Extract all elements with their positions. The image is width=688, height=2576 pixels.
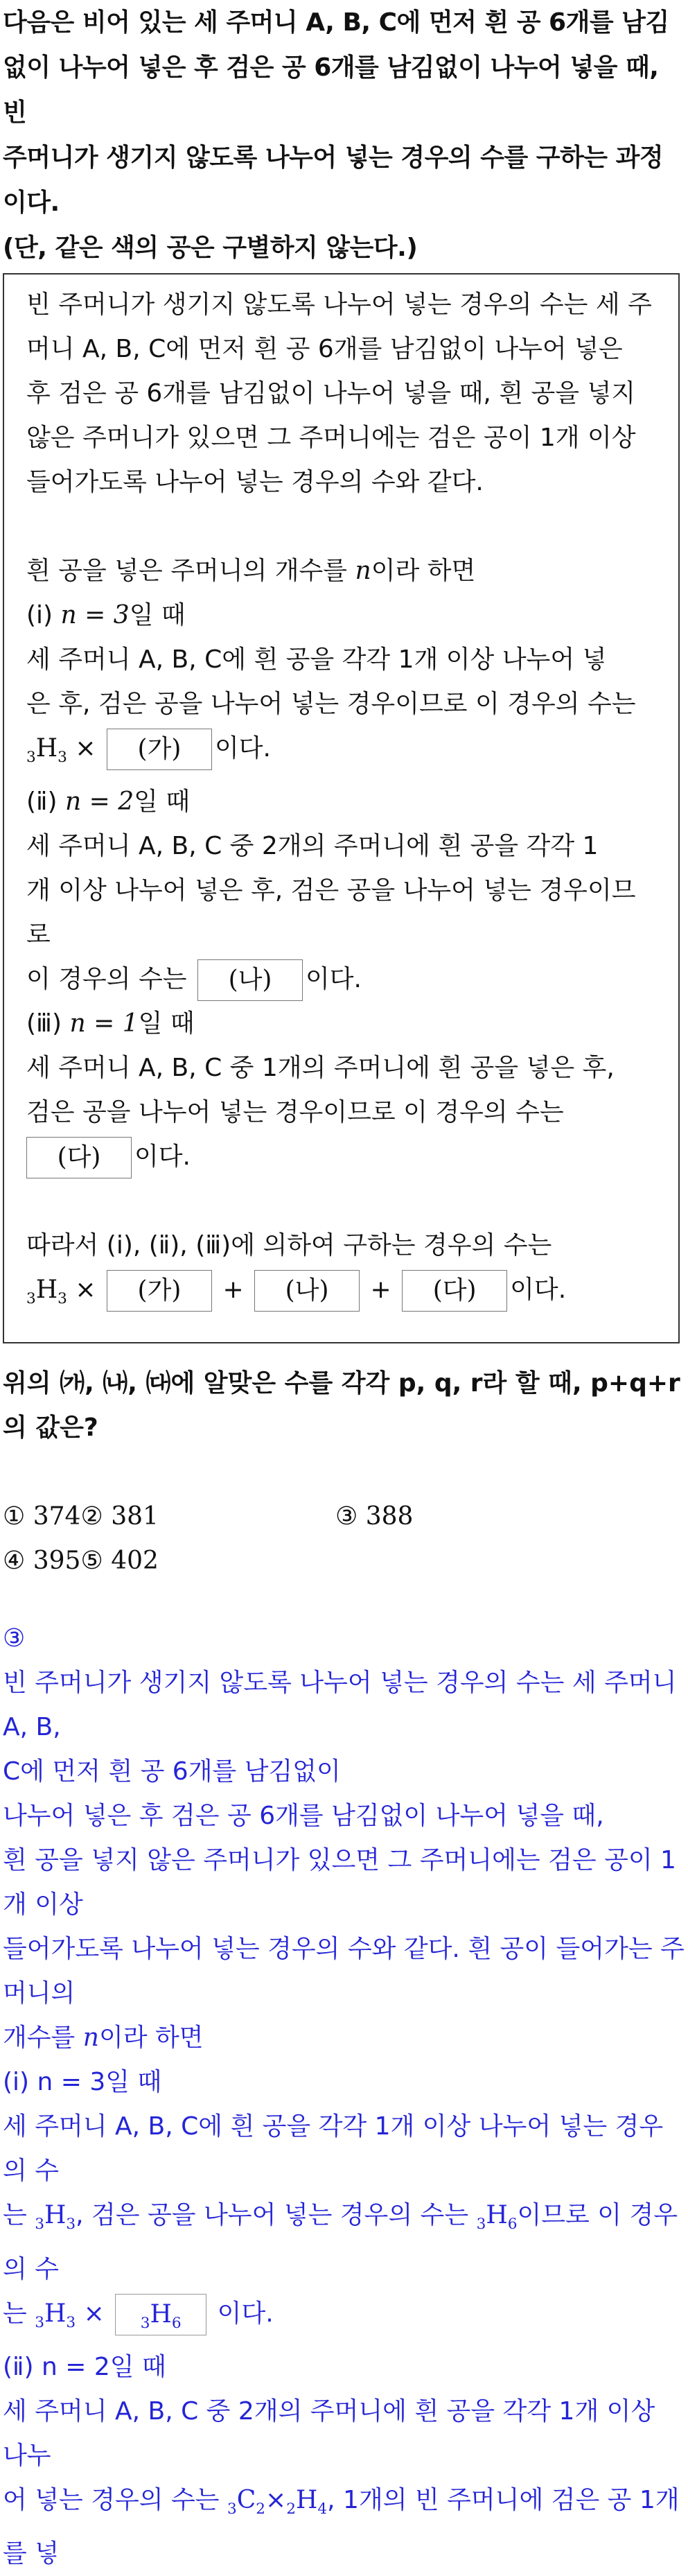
solution-line: 흰 공을 넣지 않은 주머니가 있으면 그 주머니에는 검은 공이 1개 이상 bbox=[3, 1846, 676, 1920]
problem-line: 주머니가 생기지 않도록 나누어 넣는 경우의 수를 구하는 과정이다. bbox=[3, 143, 664, 217]
blank-na: (나) bbox=[197, 959, 303, 1001]
solution-line: 세 주머니 A, B, C 중 2개의 주머니에 흰 공을 각각 1개 이상 나누 bbox=[3, 2396, 655, 2470]
problem-statement bbox=[0, 0, 688, 270]
choice-group bbox=[3, 1495, 335, 1539]
box-line: 검은 공을 나누어 넣는 경우이므로 이 경우의 수는 bbox=[26, 1098, 564, 1127]
box-line: 세 주머니 A, B, C에 흰 공을 각각 1개 이상 나누어 넣 bbox=[26, 645, 607, 674]
blank-da: (다) bbox=[26, 1137, 132, 1178]
solution-line: C에 먼저 흰 공 6개를 남김없이 bbox=[3, 1757, 341, 1786]
choice-group bbox=[3, 1539, 159, 1583]
choice-2[interactable]: ② 381 bbox=[80, 1502, 159, 1531]
case3-expression: (다) 이다. bbox=[26, 1135, 658, 1179]
case1-heading: (ⅰ) n = 3일 때 bbox=[26, 601, 186, 629]
case1-expression: $_3H_3$ × (가) 이다. bbox=[26, 726, 658, 780]
solution-line: 는 $_3H_3$, 검은 공을 나누어 넣는 경우의 수는 $_3H_6$이므로 이 경우의 수 bbox=[3, 2201, 678, 2283]
solution-answer: ③ bbox=[3, 1624, 26, 1653]
choice-1[interactable]: ① 374 bbox=[3, 1502, 81, 1531]
case2-heading: (ⅱ) n = 2일 때 bbox=[26, 787, 191, 817]
solution-blank-ga: $_3H_6$ bbox=[115, 2294, 206, 2335]
box-line: 세 주머니 A, B, C 중 1개의 주머니에 흰 공을 넣은 후, bbox=[26, 1054, 615, 1083]
box-line: 은 후, 검은 공을 나누어 넣는 경우이므로 이 경우의 수는 bbox=[26, 690, 636, 718]
problem-line: 다음은 비어 있는 세 주머니 A, B, C에 먼저 흰 공 6개를 남김 bbox=[3, 8, 669, 37]
var-n: n bbox=[355, 557, 371, 585]
solution bbox=[0, 1583, 688, 2576]
box-line: 않은 주머니가 있으면 그 주머니에는 검은 공이 1개 이상 bbox=[26, 424, 636, 452]
blank-ga: (가) bbox=[107, 729, 212, 770]
conclusion-expression: $_3H_3$ × (가) + (나) + (다) 이다. bbox=[26, 1268, 658, 1321]
proof-box bbox=[3, 273, 680, 1343]
box-line: 개 이상 나누어 넣은 후, 검은 공을 나누어 넣는 경우이므로 bbox=[26, 876, 636, 950]
solution-line: 나누어 넣은 후 검은 공 6개를 남김없이 나누어 넣을 때, bbox=[3, 1802, 604, 1831]
problem-line: (단, 같은 색의 공은 구별하지 않는다.) bbox=[3, 234, 418, 262]
choices bbox=[0, 1450, 688, 1583]
solution-line: 세 주머니 A, B, C에 흰 공을 각각 1개 이상 나누어 넣는 경우의 수 bbox=[3, 2112, 664, 2186]
blank-da-sum: (다) bbox=[402, 1270, 507, 1312]
box-line: 세 주머니 A, B, C 중 2개의 주머니에 흰 공을 각각 1 bbox=[26, 832, 599, 861]
solution-line: 는 $_3H_3 \times _3H_6$ 이다. bbox=[3, 2292, 685, 2345]
solution-case2-heading: (ⅱ) n = 2일 때 bbox=[3, 2352, 166, 2381]
box-line: 빈 주머니가 생기지 않도록 나누어 넣는 경우의 수는 세 주 bbox=[26, 290, 652, 319]
box-line: 후 검은 공 6개를 남김없이 나누어 넣을 때, 흰 공을 넣지 bbox=[26, 379, 636, 408]
conclusion-line: 따라서 (ⅰ), (ⅱ), (ⅲ)에 의하여 구하는 경우의 수는 bbox=[26, 1231, 552, 1260]
blank-ga-sum: (가) bbox=[107, 1270, 212, 1312]
solution-line: 어 넣는 경우의 수는 $_3C_2\times_2H_4$, 1개의 빈 주머니에 검은 공 1개를 넣 bbox=[3, 2485, 680, 2568]
case2-expression: 이 경우의 수는 (나) 이다. bbox=[26, 957, 658, 1002]
solution-line: 개수를 n이라 하면 bbox=[3, 2024, 204, 2053]
question-line: 의 값은? bbox=[3, 1413, 98, 1443]
case3-heading: (ⅲ) n = 1일 때 bbox=[26, 1009, 195, 1038]
solution-case1-heading: (ⅰ) n = 3일 때 bbox=[3, 2068, 162, 2097]
box-line: 머니 A, B, C에 먼저 흰 공 6개를 남김없이 나누어 넣은 bbox=[26, 335, 623, 363]
choice-5[interactable]: ⑤ 402 bbox=[80, 1547, 159, 1576]
problem-line: 없이 나누어 넣은 후 검은 공 6개를 남김없이 나누어 넣을 때, 빈 bbox=[3, 53, 659, 127]
solution-line: 빈 주머니가 생기지 않도록 나누어 넣는 경우의 수는 세 주머니 A, B, bbox=[3, 1669, 677, 1742]
box-line: 들어가도록 나누어 넣는 경우의 수와 같다. bbox=[26, 468, 484, 496]
choice-4[interactable]: ④ 395 bbox=[3, 1547, 81, 1576]
solution-line: 들어가도록 나누어 넣는 경우의 수와 같다. 흰 공이 들어가는 주머니의 bbox=[3, 1935, 685, 2008]
question bbox=[0, 1343, 688, 1450]
blank-na-sum: (나) bbox=[254, 1270, 360, 1312]
choice-3[interactable]: ③ 388 bbox=[335, 1502, 414, 1531]
set-n-line: 흰 공을 넣은 주머니의 개수를 n이라 하면 bbox=[26, 557, 476, 585]
question-line: 위의 ㈎, ㈏, ㈐에 알맞은 수를 각각 p, q, r라 할 때, p+q+r bbox=[3, 1369, 680, 1398]
